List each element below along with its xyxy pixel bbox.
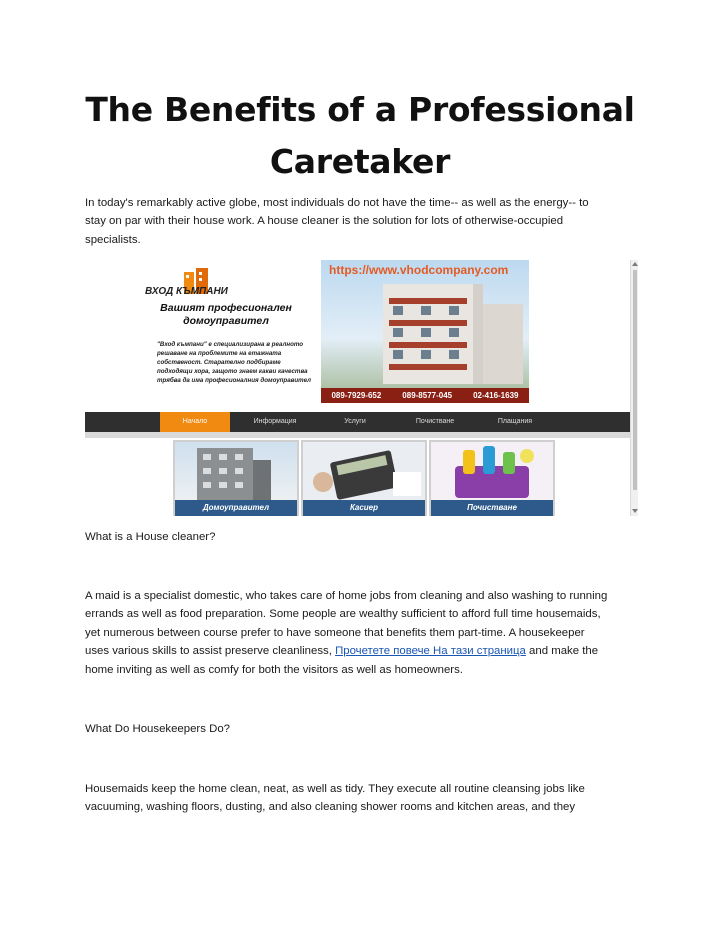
service-tile <box>429 440 555 516</box>
site-nav <box>85 412 638 432</box>
desc-line: трябва да има професионалния домоуправител <box>157 377 311 384</box>
intro-line: In today's remarkably active globe, most individuals do not have the time-- as well as the energy-- to <box>85 197 589 209</box>
paragraph-line: yet numerous between course prefer to have someone that benefits them part-time. A housekeeper <box>85 626 585 639</box>
phone-bar <box>321 388 529 403</box>
intro-line: specialists. <box>85 233 141 246</box>
image-scrollbar <box>630 260 638 516</box>
site-tagline <box>151 302 301 328</box>
desc-line: подходящи хора, защото знаем какви качества <box>157 368 308 375</box>
apartment-building <box>383 284 483 384</box>
section-heading: What Do Housekeepers Do? <box>85 723 230 735</box>
nav-item-info: Информация <box>253 418 297 425</box>
site-brand: ВХОД КЪМПАНИ <box>145 286 228 297</box>
intro-line: stay on par with their house work. A house cleaner is the solution for lots of otherwise-occupied <box>85 215 564 228</box>
paragraph-line: Housemaids keep the home clean, neat, as well as tidy. They execute all routine cleansing jobs like <box>85 783 585 795</box>
tile-caption: Почистване <box>431 500 553 516</box>
site-logo-area <box>85 260 321 412</box>
paragraph-line: A maid is a specialist domestic, who takes care of home jobs from cleaning and also washing to running <box>85 590 608 602</box>
phone-number: 02-416-1639 <box>473 391 519 400</box>
read-more-link[interactable]: Прочетете повече На тази страница <box>335 645 526 658</box>
building-icon <box>175 442 297 502</box>
site-url: https://www.vhodcompany.com <box>329 263 509 277</box>
scroll-down-arrow-icon <box>632 509 638 513</box>
embedded-website-image <box>85 260 638 516</box>
section-heading: What is a House cleaner? <box>85 531 216 543</box>
nav-item-home: Начало <box>160 412 230 432</box>
maid-paragraph <box>85 587 645 679</box>
service-tiles <box>85 438 638 516</box>
phone-number: 089-7929-652 <box>331 391 382 400</box>
cleaning-supplies-icon <box>431 442 553 502</box>
scroll-up-arrow-icon <box>632 262 638 266</box>
text-span: uses various skills to assist preserve cleanliness, <box>85 645 336 658</box>
tagline-line: домоуправител <box>183 315 269 327</box>
text-span: and make the <box>525 645 599 658</box>
site-description <box>157 340 317 385</box>
nav-item-payments: Плащания <box>497 418 533 425</box>
paragraph-line: home inviting as well as comfy for both the visitors as well as homeowners. <box>85 663 463 676</box>
title-line-2: Caretaker <box>269 142 451 181</box>
calculator-icon <box>303 442 425 502</box>
desc-line: "Вход къмпани" е специализирана в реалното <box>157 341 304 348</box>
paragraph-line <box>85 642 645 660</box>
paragraph-line: vacuuming, washing floors, dusting, and also cleaning shower rooms and kitchen areas, and they <box>85 801 576 814</box>
service-tile <box>173 440 299 516</box>
tile-caption: Домоуправител <box>175 500 297 516</box>
phone-number: 089-8577-045 <box>402 391 453 400</box>
paragraph-line: errands as well as food preparation. Some people are wealthy sufficient to afford full time housemaids, <box>85 608 601 621</box>
nav-item-services: Услуги <box>344 418 366 425</box>
intro-paragraph <box>85 194 645 249</box>
service-tile <box>301 440 427 516</box>
housemaids-paragraph <box>85 780 645 817</box>
desc-line: собственост. Старателно подбираме <box>157 359 281 366</box>
document-title <box>0 84 720 188</box>
building-photo <box>321 260 529 403</box>
tile-caption: Касиер <box>303 500 425 516</box>
title-line-1: The Benefits of a Professional <box>85 90 635 129</box>
scroll-thumb <box>633 270 637 490</box>
nav-item-cleaning: Почистване <box>415 418 455 425</box>
tagline-line: Вашият професионален <box>160 302 292 314</box>
desc-line: решаване на проблемите на етажната <box>157 350 282 357</box>
